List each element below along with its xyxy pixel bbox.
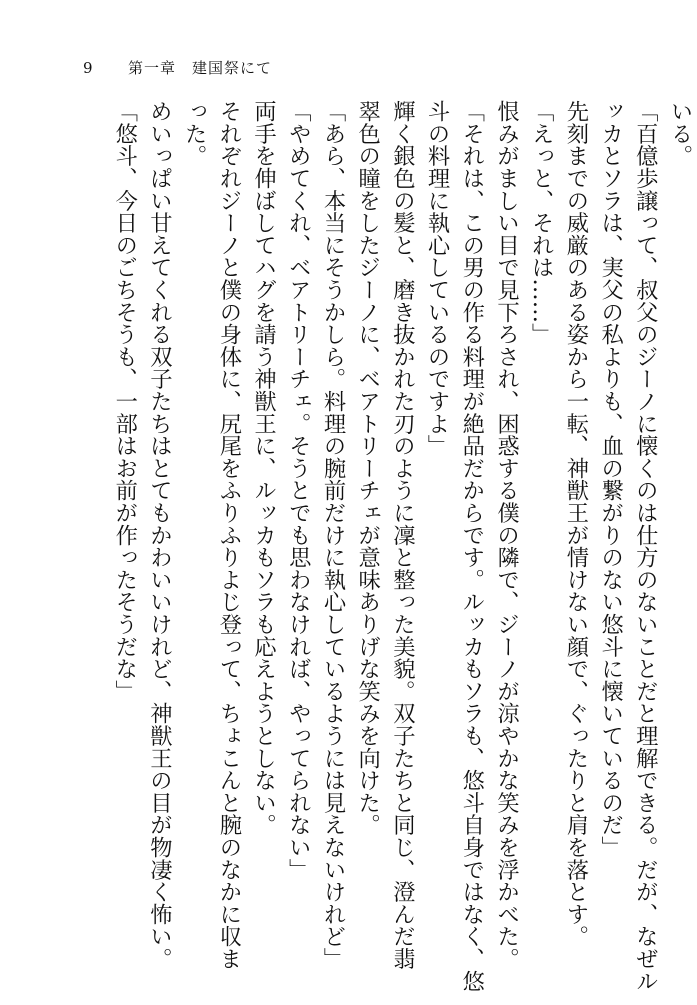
- text-line: いる。: [667, 100, 693, 167]
- text-line: 「やめてくれ、ベアトリーチェ。そうとでも思わなければ、やってられない」: [285, 100, 312, 881]
- running-header: [0, 57, 697, 81]
- text-line: 「悠斗、今日のごちそうも、一部はお前が作ったそうだな」: [111, 100, 138, 703]
- text-line: 「百億歩譲って、叔父のジーノに懐くのは仕方のないことだと理解できる。だが、なぜル: [632, 100, 659, 992]
- novel-body-text: [45, 100, 697, 992]
- chapter-title: 第一章 建国祭にて: [128, 59, 273, 77]
- text-line: 斗の料理に執心しているのですよ」: [424, 100, 451, 457]
- text-line: めいっぱい甘えてくれる双子たちはとてもかわいいけれど、神獣王の目が物凄く怖い。: [146, 100, 173, 970]
- text-line: 「えっと、それは……」: [528, 100, 555, 346]
- text-line: 恨みがましい目で見下ろされ、困惑する僕の隣で、ジーノが涼やかな笑みを浮かべた。: [493, 100, 520, 970]
- text-line: った。: [181, 100, 208, 167]
- text-line: 先刻までの威厳のある姿から一転、神獣王が情けない顔で、ぐったりと肩を落とす。: [562, 100, 589, 948]
- text-line: 両手を伸ばしてハグを請う神獣王に、ルッカもソラも応えようとしない。: [250, 100, 277, 836]
- text-line: それぞれジーノと僕の身体に、尻尾をふりふりよじ登って、ちょこんと腕のなかに収ま: [215, 100, 242, 970]
- text-line: 翠色の瞳をしたジーノに、ベアトリーチェが意味ありげな笑みを向けた。: [354, 100, 381, 836]
- text-line: 輝く銀色の髪と、磨き抜かれた刃のように凜と整った美貌。双子たちと同じ、澄んだ翡: [389, 100, 416, 970]
- text-line: 「それは、この男の作る料理が絶品だからです。ルッカもソラも、悠斗自身ではなく、悠: [458, 100, 485, 992]
- page-number: 9: [83, 59, 93, 77]
- text-line: ッカとソラは、実父の私よりも、血の繋がりのない悠斗に懐いているのだ」: [597, 100, 624, 859]
- text-line: 「あら、本当にそうかしら。料理の腕前だけに執心しているようには見えないけれど」: [319, 100, 346, 970]
